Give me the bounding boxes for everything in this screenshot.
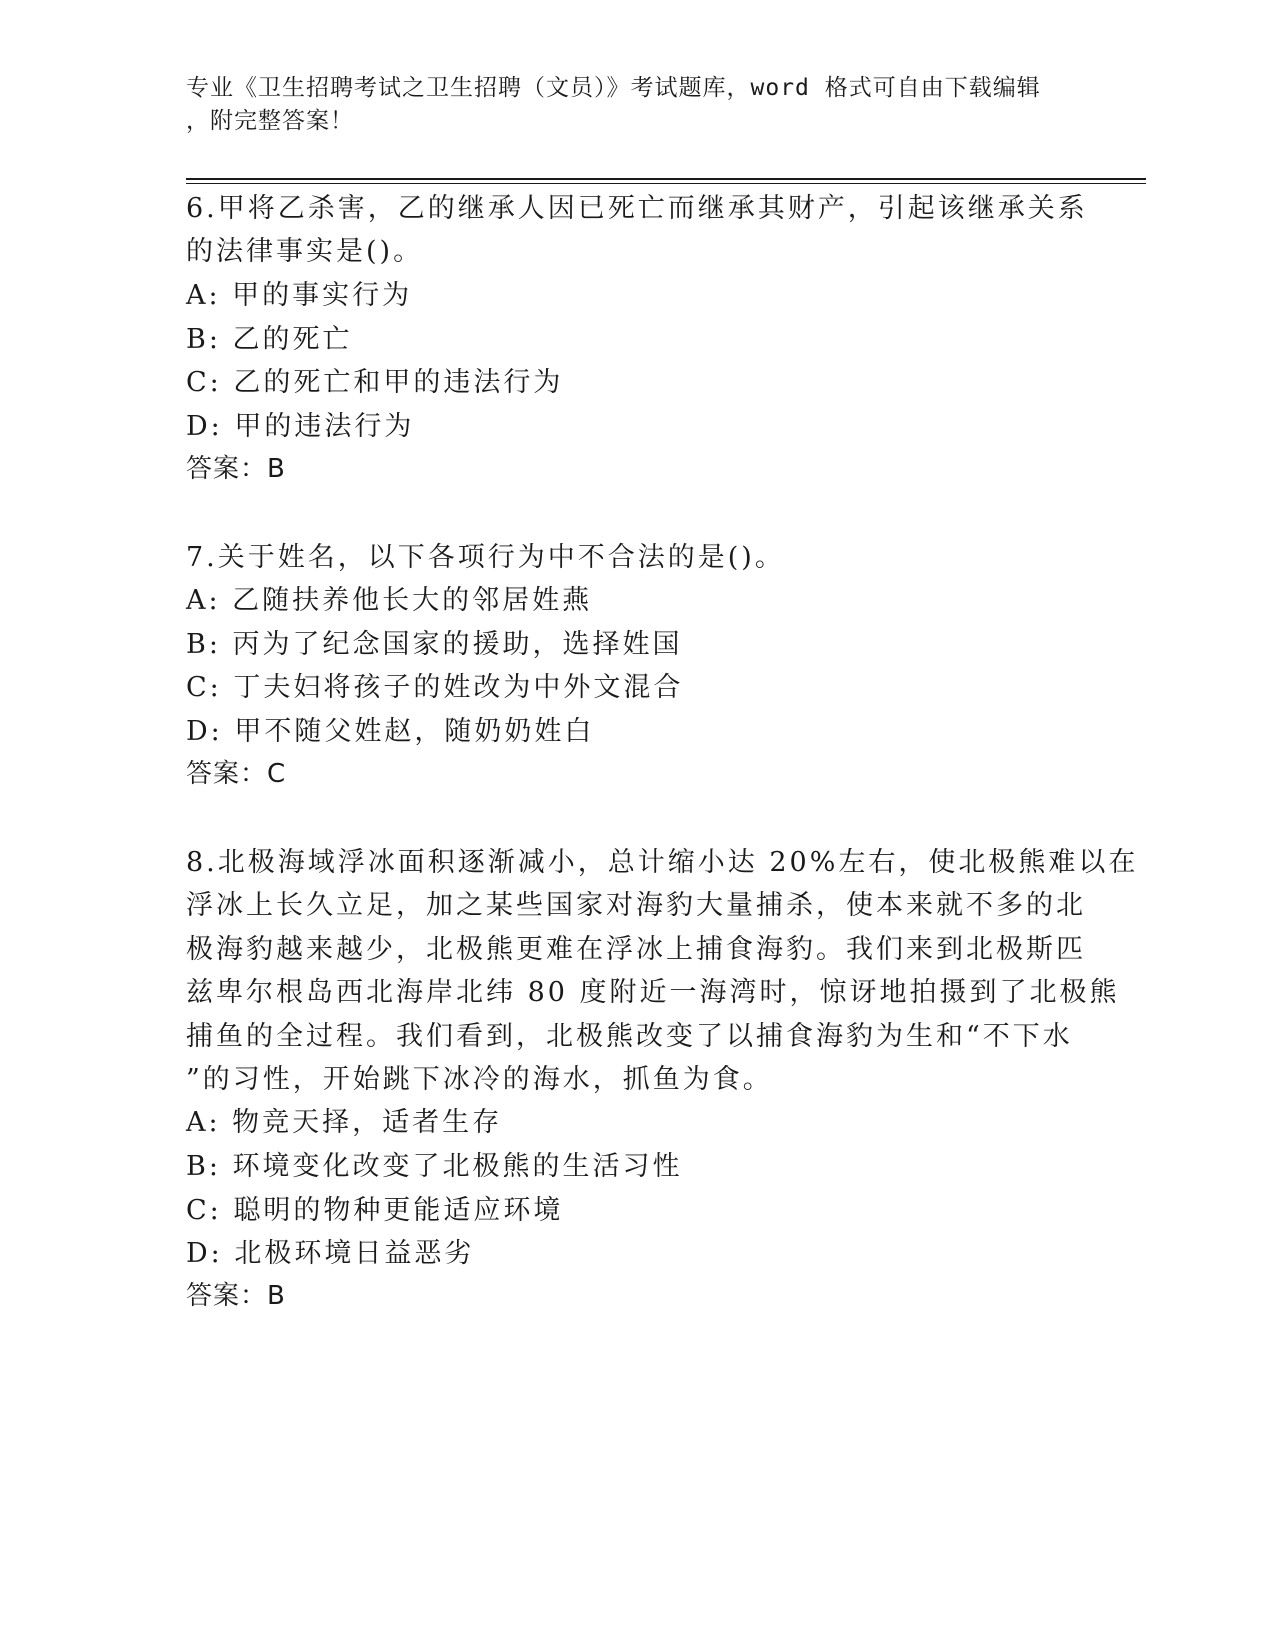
question-6-option-a: A: 甲的事实行为 <box>186 280 413 311</box>
question-8-stem-line-2: 浮冰上长久立足，加之某些国家对海豹大量捕杀，使本来就不多的北 <box>186 890 1086 921</box>
question-8-stem-line-5: 捕鱼的全过程。我们看到，北极熊改变了以捕食海豹为生和“不下水 <box>186 1021 1073 1052</box>
question-7-option-d: D: 甲不随父姓赵，随奶奶姓白 <box>186 716 595 747</box>
document-header: 专业《卫生招聘考试之卫生招聘（文员）》考试题库，word 格式可自由下载编辑 ，附完整答案！ <box>186 75 1041 134</box>
question-8-stem-line-4: 兹卑尔根岛西北海岸北纬 80 度附近一海湾时，惊讶地拍摄到了北极熊 <box>186 977 1120 1008</box>
question-8-option-d: D: 北极环境日益恶劣 <box>186 1238 475 1269</box>
question-6-option-b: B: 乙的死亡 <box>186 324 353 355</box>
header-rule-thick <box>186 178 1146 180</box>
question-6-stem-line-1: 6.甲将乙杀害，乙的继承人因已死亡而继承其财产，引起该继承关系 <box>186 193 1088 224</box>
question-7-option-c: C: 丁夫妇将孩子的姓改为中外文混合 <box>186 672 684 703</box>
question-7-answer: 答案：C <box>186 759 287 789</box>
question-6-answer: 答案：B <box>186 454 286 484</box>
question-8-option-b: B: 环境变化改变了北极熊的生活习性 <box>186 1151 683 1182</box>
question-7-option-a: A: 乙随扶养他长大的邻居姓燕 <box>186 585 593 616</box>
question-6-option-c: C: 乙的死亡和甲的违法行为 <box>186 367 564 398</box>
question-6-option-d: D: 甲的违法行为 <box>186 411 415 442</box>
question-8-stem-line-6: ”的习性，开始跳下冰冷的海水，抓鱼为食。 <box>186 1064 773 1095</box>
question-7-stem-line-1: 7.关于姓名，以下各项行为中不合法的是()。 <box>186 542 785 573</box>
question-8-answer: 答案：B <box>186 1281 286 1311</box>
question-6-stem-line-2: 的法律事实是()。 <box>186 236 424 267</box>
question-8-stem-line-3: 极海豹越来越少，北极熊更难在浮冰上捕食海豹。我们来到北极斯匹 <box>186 934 1086 965</box>
header-rule-thin <box>186 183 1146 184</box>
question-8-stem-line-1: 8.北极海域浮冰面积逐渐减小，总计缩小达 20%左右，使北极熊难以在 <box>186 847 1139 878</box>
question-8-option-c: C: 聪明的物种更能适应环境 <box>186 1195 564 1226</box>
question-8-option-a: A: 物竞天择，适者生存 <box>186 1107 503 1138</box>
question-7-option-b: B: 丙为了纪念国家的援助，选择姓国 <box>186 629 683 660</box>
